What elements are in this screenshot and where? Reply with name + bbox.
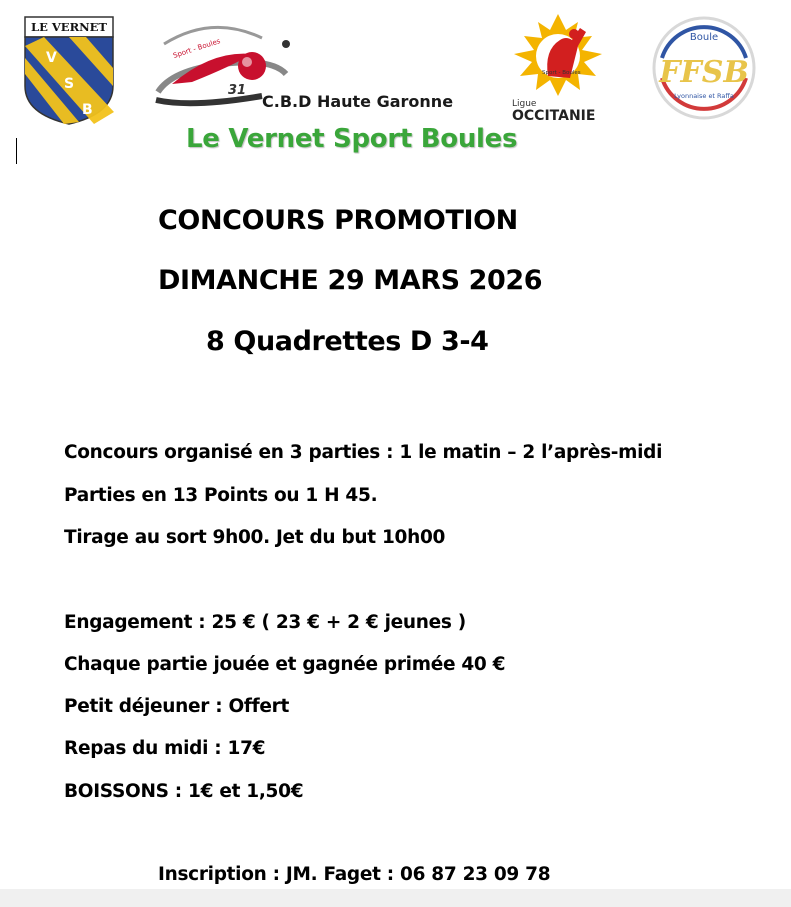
occitanie-name: OCCITANIE [512,108,596,124]
pricing-breakfast: Petit déjeuner : Offert [64,696,289,717]
pricing-prize: Chaque partie jouée et gagnée primée 40 € [64,654,506,675]
occitanie-small-text: Sport - Boules [542,70,581,76]
crest-letter-s: S [64,76,75,92]
crest-top-text: LE VERNET [31,20,107,34]
event-title: CONCOURS PROMOTION [158,205,518,236]
cbd-arc-text: Sport - Boules [172,37,222,60]
pricing-drinks: BOISSONS : 1€ et 1,50€ [64,781,304,802]
ffsb-logo [644,14,764,122]
ligue-occitanie-logo [508,10,608,126]
detail-games: Concours organisé en 3 parties : 1 le matin – 2 l’après-midi [64,442,663,463]
cbd-badge-number: 31 [228,83,247,98]
pricing-entry-fee: Engagement : 25 € ( 23 € + 2 € jeunes ) [64,612,466,633]
ffsb-top-text: Boule [689,32,719,43]
page-bottom-strip [0,889,791,907]
club-title: Le Vernet Sport Boules [186,124,518,154]
text-cursor [16,138,17,164]
registration-contact: Inscription : JM. Faget : 06 87 23 09 78 [158,864,551,885]
detail-schedule: Tirage au sort 9h00. Jet du but 10h00 [64,527,446,548]
ffsb-letters: FFSB [659,55,749,90]
crest-letter-v: V [46,50,57,66]
event-date: DIMANCHE 29 MARS 2026 [158,265,543,296]
event-format: 8 Quadrettes D 3-4 [206,326,489,357]
ffsb-bottom-text: Lyonnaise et Raffa [674,92,734,100]
occitanie-ligue-label: Ligue [512,99,537,109]
cbd-name: C.B.D Haute Garonne [262,92,454,111]
detail-points: Parties en 13 Points ou 1 H 45. [64,485,378,506]
pricing-lunch: Repas du midi : 17€ [64,738,266,759]
le-vernet-crest-logo [24,16,114,126]
crest-letter-b: B [82,102,93,118]
